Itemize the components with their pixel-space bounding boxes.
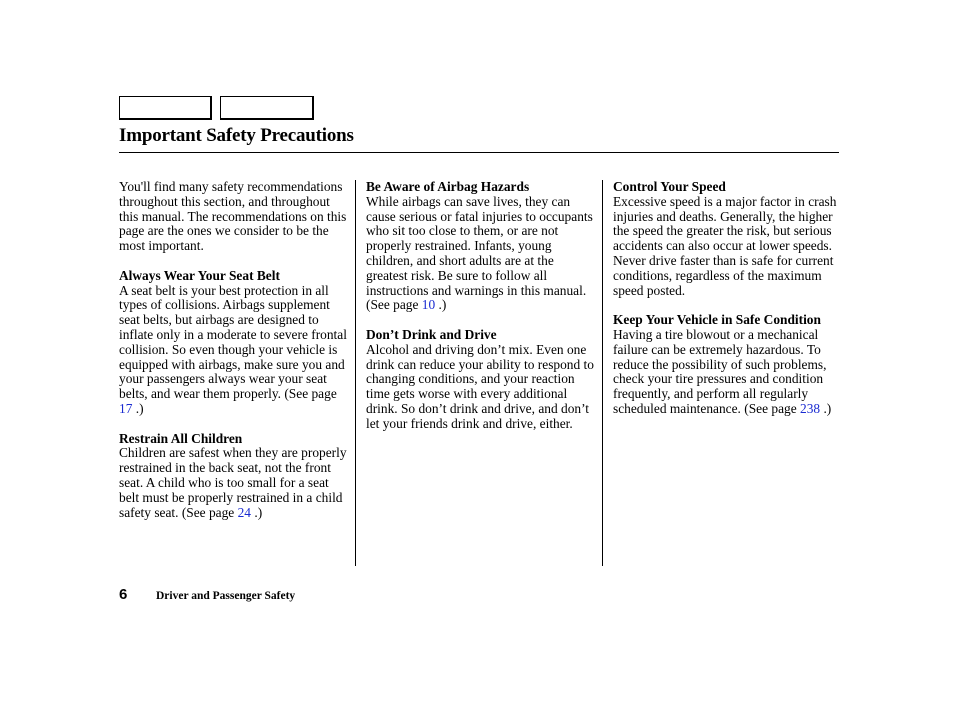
section-vehicle [613,313,845,417]
page-link[interactable]: 17 [119,400,133,416]
section-children [119,432,351,521]
column-divider [602,180,603,566]
page-number: 6 [119,586,128,603]
section-speed [613,180,845,298]
title-divider [119,152,839,153]
section-text: While airbags can save lives, they can cause serious or fatal injuries to occupants who sit too close to them, or are not properly restrained. Infants, young children, and short adults are at the greatest risk. Be sure to follow all instructions and warnings in this manual. (See page [366,193,593,313]
section-airbag [366,180,598,313]
section-text-end: .) [132,400,144,416]
section-text: Children are safest when they are properly restrained in the back seat, not the front seat. A child who is too small for a seat belt must be properly restrained in a child safety seat. (See page [119,445,347,520]
intro-paragraph: You'll find many safety recommendations throughout this section, and throughout this manual. The recommendations on this page are the ones we consider to be the most important. [119,179,347,254]
section-footer: Driver and Passenger Safety [156,590,296,602]
section-seatbelt [119,269,351,417]
section-text: Having a tire blowout or a mechanical failure can be extremely hazardous. To reduce the possibility of such problems, check your tire pressures and condition frequently, and perform all regularly scheduled maintenance. (See page [613,326,827,416]
column-middle [366,180,598,446]
column-left [119,180,351,535]
section-text-end: .) [251,504,263,520]
section-heading: Don’t Drink and Drive [366,326,497,342]
nav-button-previous[interactable] [119,96,212,120]
section-text: Excessive speed is a major factor in crash injuries and deaths. Generally, the higher the speed the greater the risk, but serious accidents can also occur at lower speeds. Never drive faster than is safe for current conditions, regardless of the maximum speed posted. [613,193,837,298]
section-heading: Restrain All Children [119,430,243,446]
section-text-end: .) [435,297,447,313]
page-link[interactable]: 238 [800,400,821,416]
section-heading: Always Wear Your Seat Belt [119,267,280,283]
section-text: A seat belt is your best protection in all types of collisions. Airbags supplement seat belts, but airbags are designed to inflate only in a moderate to severe frontal collision. So even though your vehicle is equipped with airbags, make sure you and your passengers always wear your seat belts, and wear them properly. (See page [119,282,347,402]
page-link[interactable]: 10 [421,297,436,313]
page-title: Important Safety Precautions [119,125,354,146]
section-text-end: .) [820,400,832,416]
column-right [613,180,845,432]
section-heading: Control Your Speed [613,179,726,194]
column-divider [355,180,356,566]
section-text: Alcohol and driving don’t mix. Even one drink can reduce your ability to respond to changing conditions, and your reaction time gets worse with every additional drink. So don’t drink and drive, and don’t let your friends drink and drive, either. [366,341,594,431]
nav-button-next[interactable] [220,96,314,120]
section-heading: Be Aware of Airbag Hazards [366,179,530,194]
section-drink [366,328,598,432]
page-link[interactable]: 24 [237,504,251,520]
section-heading: Keep Your Vehicle in Safe Condition [613,312,821,328]
